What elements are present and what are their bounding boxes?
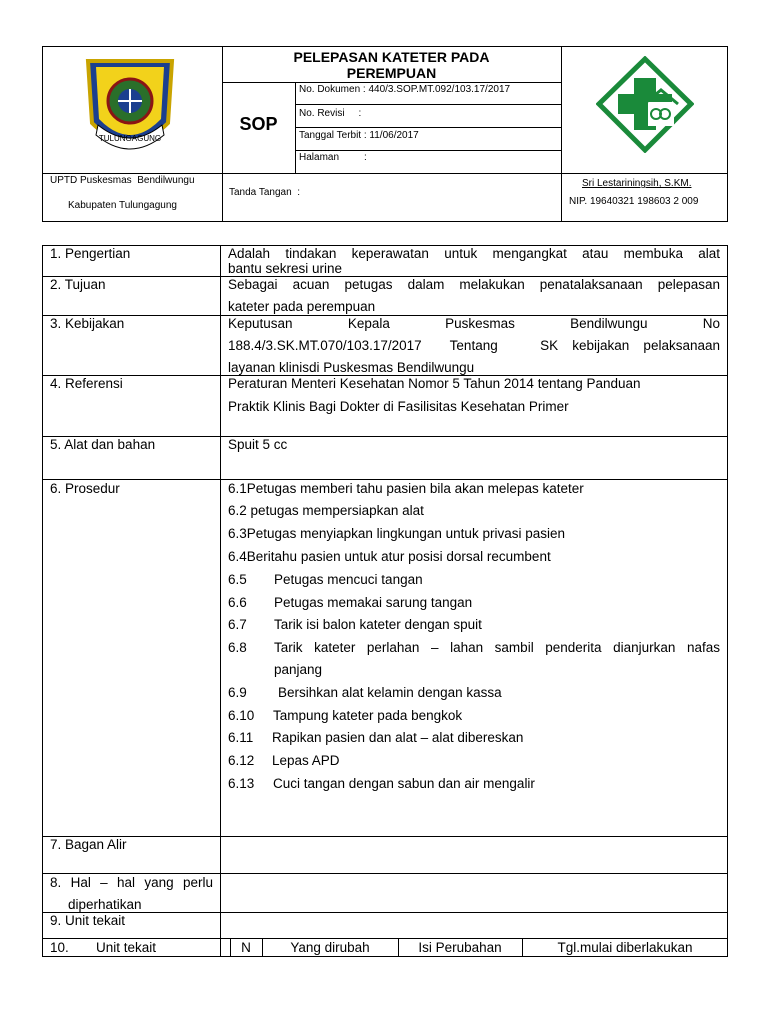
header-divider <box>561 46 562 222</box>
doc-number-field: No. Dokumen : 440/3.SOP.MT.092/103.17/2017 <box>299 84 511 95</box>
step-text: Petugas memberi tahu pasien bila akan melepas kateter <box>246 481 584 496</box>
row-label-unit: 9. Unit tekait <box>50 913 126 928</box>
step-4 <box>228 549 551 564</box>
org-line-1: UPTD Puskesmas Bendilwungu <box>50 175 195 186</box>
header-divider <box>222 82 561 83</box>
step-text: Beritahu pasien untuk atur posisi dorsal recumbent <box>246 549 551 564</box>
step-text: petugas mempersiapkan alat <box>250 503 424 518</box>
sop-label: SOP <box>239 114 278 134</box>
puskesmas-logo <box>596 56 694 153</box>
row-line <box>42 479 728 480</box>
row-label-tujuan: 2. Tujuan <box>50 277 106 292</box>
alat-line-1: Spuit 5 cc <box>228 437 288 452</box>
tujuan-line-2: kateter pada perempuan <box>228 299 376 314</box>
step-8-number: 6.8 <box>228 640 247 655</box>
step-11-number: 6.11 <box>228 730 254 745</box>
header-divider <box>295 127 561 128</box>
row-label-prosedur: 6. Prosedur <box>50 481 120 496</box>
referensi-line-1: Peraturan Menteri Kesehatan Nomor 5 Tahun 2014 tentang Panduan <box>228 376 641 391</box>
title-line-2: PEREMPUAN <box>346 65 437 81</box>
col-header-changed: Yang dirubah <box>290 940 370 955</box>
regency-logo <box>78 53 182 165</box>
step-5-number: 6.5 <box>228 572 247 587</box>
row-line <box>42 873 728 874</box>
header-divider <box>295 150 561 151</box>
row-line <box>42 836 728 837</box>
row-label-hal-line-1: 8. Hal – hal yang perlu <box>50 875 213 890</box>
row-line <box>42 938 728 939</box>
row-label-referensi: 4. Referensi <box>50 376 123 391</box>
row-label-alat: 5. Alat dan bahan <box>50 437 156 452</box>
step-number: 6.2 <box>228 503 247 518</box>
page-field: Halaman : <box>299 152 367 163</box>
title-line-1: PELEPASAN KATETER PADA <box>293 49 490 65</box>
col-header-content: Isi Perubahan <box>418 940 502 955</box>
document-title <box>222 49 561 81</box>
step-11-text: Rapikan pasien dan alat – alat dibereskan <box>272 730 524 745</box>
row-label-last-text: Unit tekait <box>96 940 157 955</box>
step-3 <box>228 526 565 541</box>
row-label-pengertian: 1. Pengertian <box>50 246 131 261</box>
body-divider <box>220 245 221 957</box>
step-9-number: 6.9 <box>228 685 247 700</box>
col-header-n: N <box>241 940 251 955</box>
step-10-number: 6.10 <box>228 708 255 723</box>
step-13-number: 6.13 <box>228 776 255 791</box>
header-divider <box>42 173 728 174</box>
col-header-effective-date: Tgl.mulai diberlakukan <box>557 940 693 955</box>
tujuan-line-1: Sebagai acuan petugas dalam melakukan penatalaksanaan pelepasan <box>228 277 720 292</box>
step-9-text: Bersihkan alat kelamin dengan kassa <box>278 685 502 700</box>
step-6-number: 6.6 <box>228 595 247 610</box>
step-8-text: Tarik kateter perlahan – lahan sambil penderita dianjurkan nafas <box>274 640 720 655</box>
step-8-text-cont: panjang <box>274 662 323 677</box>
revision-field: No. Revisi : <box>299 108 362 119</box>
step-number: 6.4 <box>228 549 247 564</box>
step-1 <box>228 481 584 496</box>
step-6-text: Petugas memakai sarung tangan <box>274 595 473 610</box>
issue-date-field: Tanggal Terbit : 11/06/2017 <box>299 130 419 141</box>
pengertian-line-1: Adalah tindakan keperawatan untuk mengangkat atau membuka alat <box>228 246 720 261</box>
kebijakan-line-1: Keputusan Kepala Puskesmas Bendilwungu No <box>228 316 720 331</box>
signer-name: Sri Lestariningsih, S.KM. <box>582 178 692 189</box>
step-text: Petugas menyiapkan lingkungan untuk privasi pasien <box>246 526 565 541</box>
step-12-number: 6.12 <box>228 753 255 768</box>
org-line-2: Kabupaten Tulungagung <box>68 200 177 211</box>
referensi-line-2: Praktik Klinis Bagi Dokter di Fasilisitas Kesehatan Primer <box>228 399 569 414</box>
step-number: 6.1 <box>228 481 247 496</box>
signer-nip: NIP. 19640321 198603 2 009 <box>569 196 699 207</box>
kebijakan-line-3: layanan klinisdi Puskesmas Bendilwungu <box>228 360 475 375</box>
step-5-text: Petugas mencuci tangan <box>274 572 423 587</box>
step-13-text: Cuci tangan dengan sabun dan air mengalir <box>273 776 535 791</box>
row-line <box>42 912 728 913</box>
header-divider <box>295 104 561 105</box>
step-number: 6.3 <box>228 526 247 541</box>
kebijakan-line-2: 188.4/3.SK.MT.070/103.17/2017 Tentang SK kebijakan pelaksanaan <box>228 338 720 353</box>
step-10-text: Tampung kateter pada bengkok <box>273 708 463 723</box>
step-12-text: Lepas APD <box>272 753 340 768</box>
step-7-text: Tarik isi balon kateter dengan spuit <box>274 617 482 632</box>
step-7-number: 6.7 <box>228 617 247 632</box>
row-label-bagan: 7. Bagan Alir <box>50 837 127 852</box>
svg-text:TULUNGAGUNG: TULUNGAGUNG <box>98 134 162 143</box>
row-label-hal-line-2: diperhatikan <box>68 897 142 912</box>
row-label-last-number: 10. <box>50 940 69 955</box>
pengertian-line-2: bantu sekresi urine <box>228 261 343 276</box>
row-label-kebijakan: 3. Kebijakan <box>50 316 125 331</box>
step-2 <box>228 503 424 518</box>
signature-label: Tanda Tangan : <box>229 187 300 198</box>
